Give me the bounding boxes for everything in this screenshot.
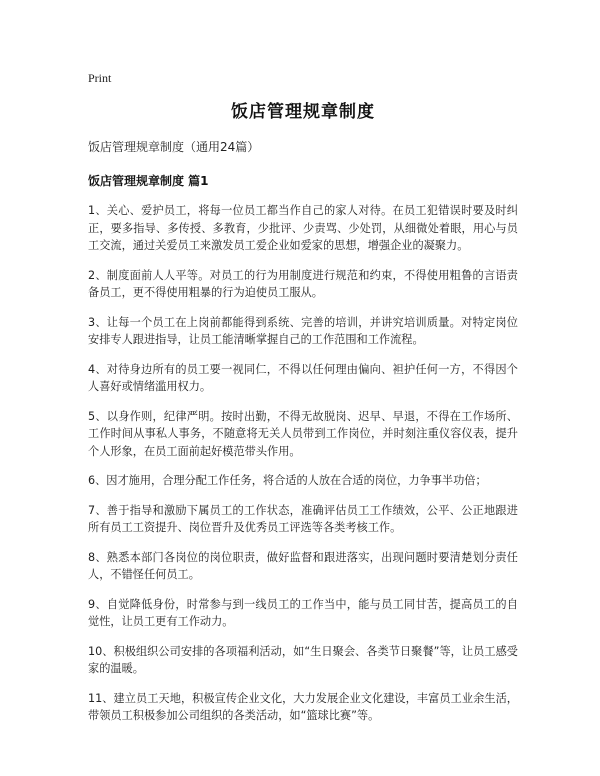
paragraph-9: 9、自觉降低身份，时常参与到一线员工的工作当中，能与员工同甘苦，提高员工的自觉性，让员工更有工作动力。 [88,597,518,628]
paragraph-2: 2、制度面前人人平等。对员工的行为用制度进行规范和约束，不得使用粗鲁的言语责备员工，更不得使用粗暴的行为迫使员工服从。 [88,268,518,299]
paragraph-10: 10、积极组织公司安排的各项福利活动，如“生日聚会、各类节日聚餐”等，让员工感受家的温暖。 [88,644,518,675]
paragraph-1: 1、关心、爱护员工，将每一位员工都当作自己的家人对待。在员工犯错误时要及时纠正，要多指导、多传授、多教育，少批评、少责骂、少处罚，从细微处着眼，用心与员工交流，通过关爱员工来激发员工爱企业如爱家的思想，增强企业的凝聚力。 [88,204,518,252]
document-page [88,70,518,737]
section-heading: 饭店管理规章制度 篇1 [88,174,209,188]
print-link[interactable]: Print [88,71,112,85]
paragraph-5: 5、以身作则，纪律严明。按时出勤，不得无故脱岗、迟早、早退，不得在工作场所、工作时间从事私人事务，不随意将无关人员带到工作岗位，并时刻注重仪容仪表，提升个人形象，在员工面前起好模范带头作用。 [88,409,518,458]
paragraph-8: 8、熟悉本部门各岗位的岗位职责，做好监督和跟进落实，出现问题时要清楚划分责任人，不错怪任何员工。 [88,550,518,581]
document-title: 饭店管理规章制度 [231,102,375,122]
paragraph-3: 3、让每一个员工在上岗前都能得到系统、完善的培训，并讲究培训质量。对特定岗位安排专人跟进指导，让员工能清晰掌握自己的工作范围和工作流程。 [88,315,518,346]
paragraph-11: 11、建立员工天地，积极宣传企业文化，大力发展企业文化建设，丰富员工业余生活，带领员工积极参加公司组织的各类活动，如“篮球比赛”等。 [88,691,518,722]
document-subtitle: 饭店管理规章制度（通用24篇） [88,140,260,154]
paragraph-4: 4、对待身边所有的员工要一视同仁，不得以任何理由偏向、袒护任何一方，不得因个人喜好或情绪滥用权力。 [88,362,518,393]
paragraph-7: 7、善于指导和激励下属员工的工作状态，准确评估员工工作绩效，公平、公正地跟进所有员工工资提升、岗位晋升及优秀员工评选等各类考核工作。 [88,503,518,534]
paragraph-6: 6、因才施用，合理分配工作任务，将合适的人放在合适的岗位，力争事半功倍； [88,474,487,487]
